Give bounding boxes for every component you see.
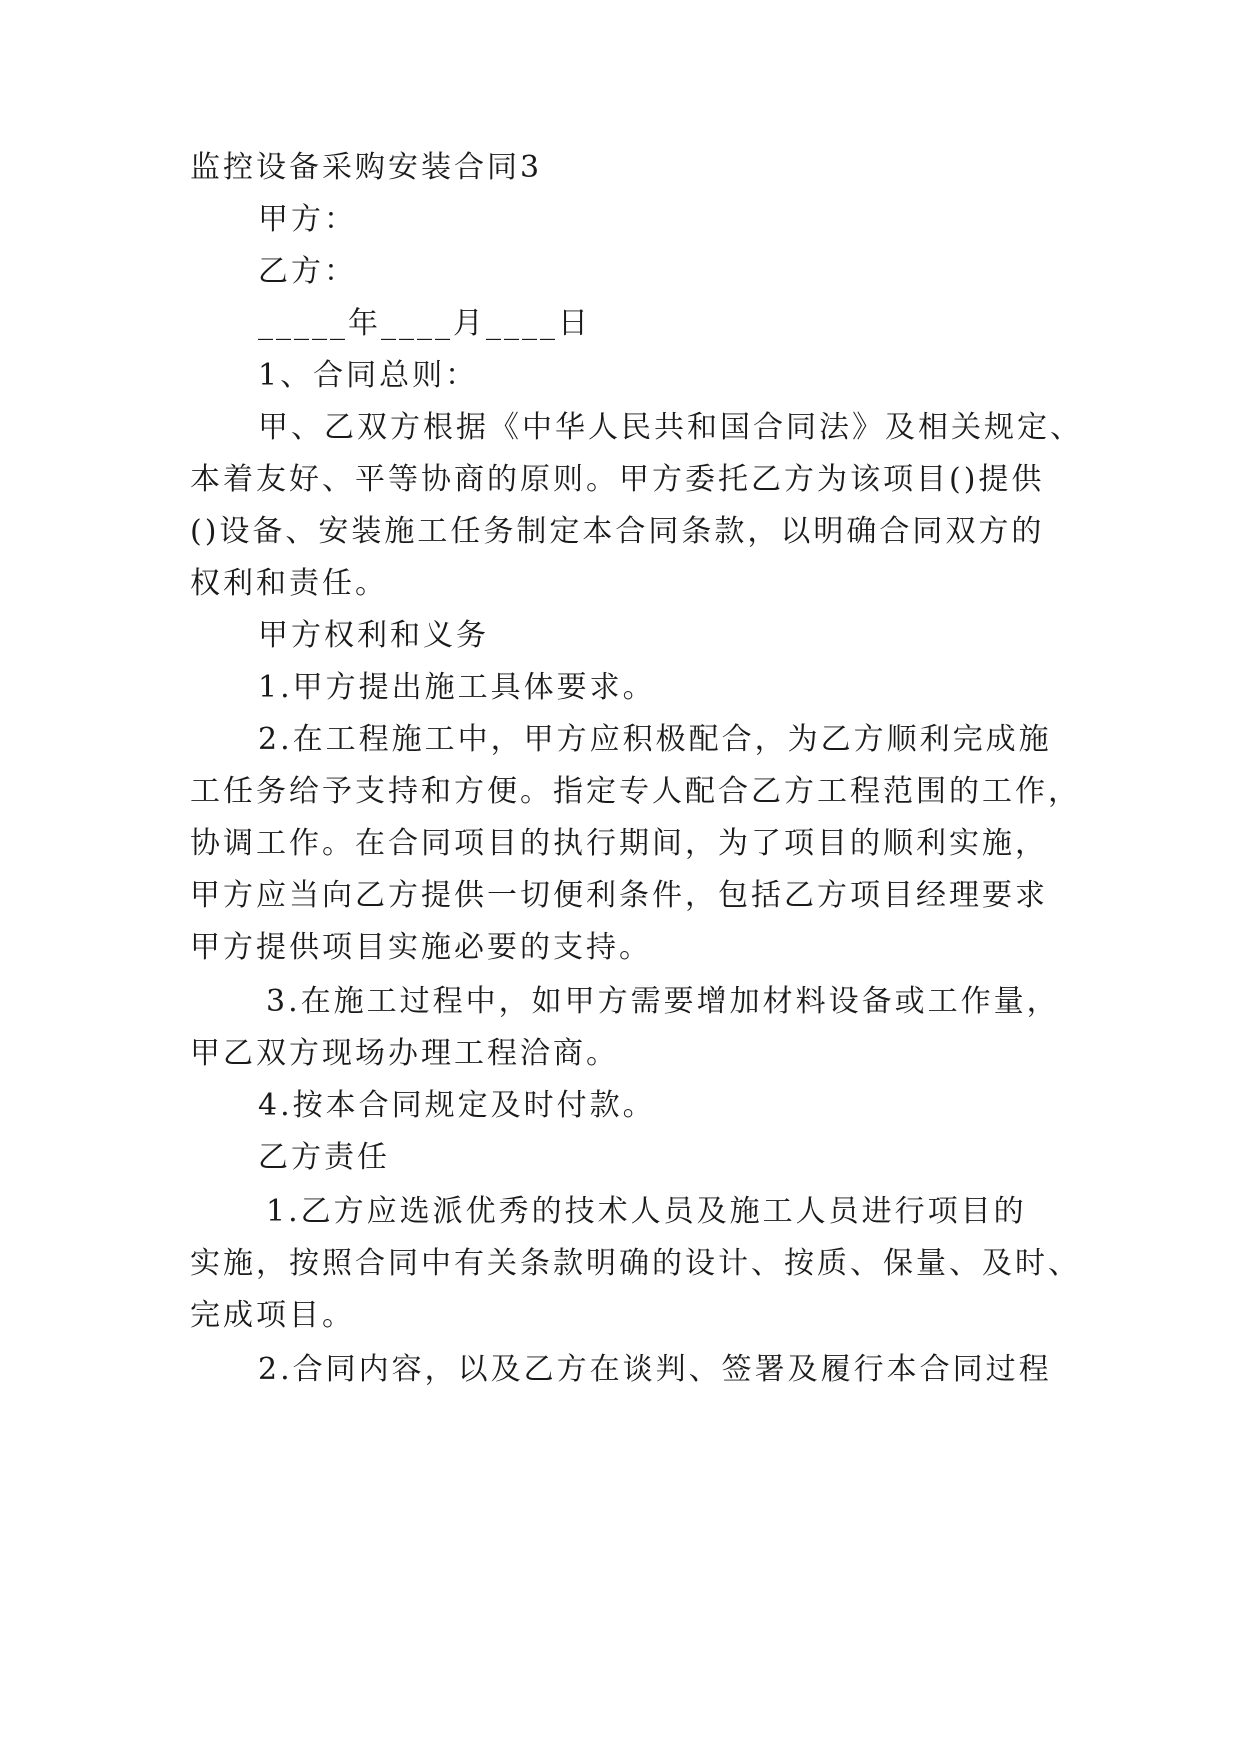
party-b-label: 乙方：	[258, 254, 357, 289]
party-b-item2-line: 2.合同内容，以及乙方在谈判、签署及履行本合同过程	[258, 1352, 1052, 1387]
party-a-item2-line: 甲方提供项目实施必要的支持。	[190, 930, 652, 965]
party-a-item2-line: 甲方应当向乙方提供一切便利条件，包括乙方项目经理要求	[190, 878, 1048, 913]
party-b-duties-heading: 乙方责任	[258, 1140, 390, 1175]
party-a-item1: 1.甲方提出施工具体要求。	[258, 670, 656, 705]
section1-body-line: 本着友好、平等协商的原则。甲方委托乙方为该项目()提供	[190, 462, 1045, 497]
section1-body-line: 权利和责任。	[190, 566, 388, 601]
party-a-item3-line: 甲乙双方现场办理工程洽商。	[190, 1036, 619, 1071]
party-a-label: 甲方：	[258, 202, 357, 237]
party-a-item2-line: 工任务给予支持和方便。指定专人配合乙方工程范围的工作，	[190, 774, 1081, 809]
section1-body-line: ()设备、安装施工任务制定本合同条款，以明确合同双方的	[190, 514, 1045, 549]
date-line: _____年____月____日	[258, 306, 591, 341]
document-title: 监控设备采购安装合同3	[190, 150, 543, 185]
party-b-item1-line: 完成项目。	[190, 1298, 355, 1333]
party-a-item4: 4.按本合同规定及时付款。	[258, 1088, 656, 1123]
section1-body-line: 甲、乙双方根据《中华人民共和国合同法》及相关规定、	[258, 410, 1083, 445]
party-a-rights-heading: 甲方权利和义务	[258, 618, 489, 653]
party-a-item2-line: 2.在工程施工中，甲方应积极配合，为乙方顺利完成施	[258, 722, 1052, 757]
party-b-item1-line: 1.乙方应选派优秀的技术人员及施工人员进行项目的	[266, 1194, 1027, 1229]
section1-heading: 1、合同总则：	[258, 358, 479, 393]
party-b-item1-line: 实施，按照合同中有关条款明确的设计、按质、保量、及时、	[190, 1246, 1081, 1281]
party-a-item3-line: 3.在施工过程中，如甲方需要增加材料设备或工作量，	[266, 984, 1060, 1019]
party-a-item2-line: 协调工作。在合同项目的执行期间，为了项目的顺利实施，	[190, 826, 1048, 861]
